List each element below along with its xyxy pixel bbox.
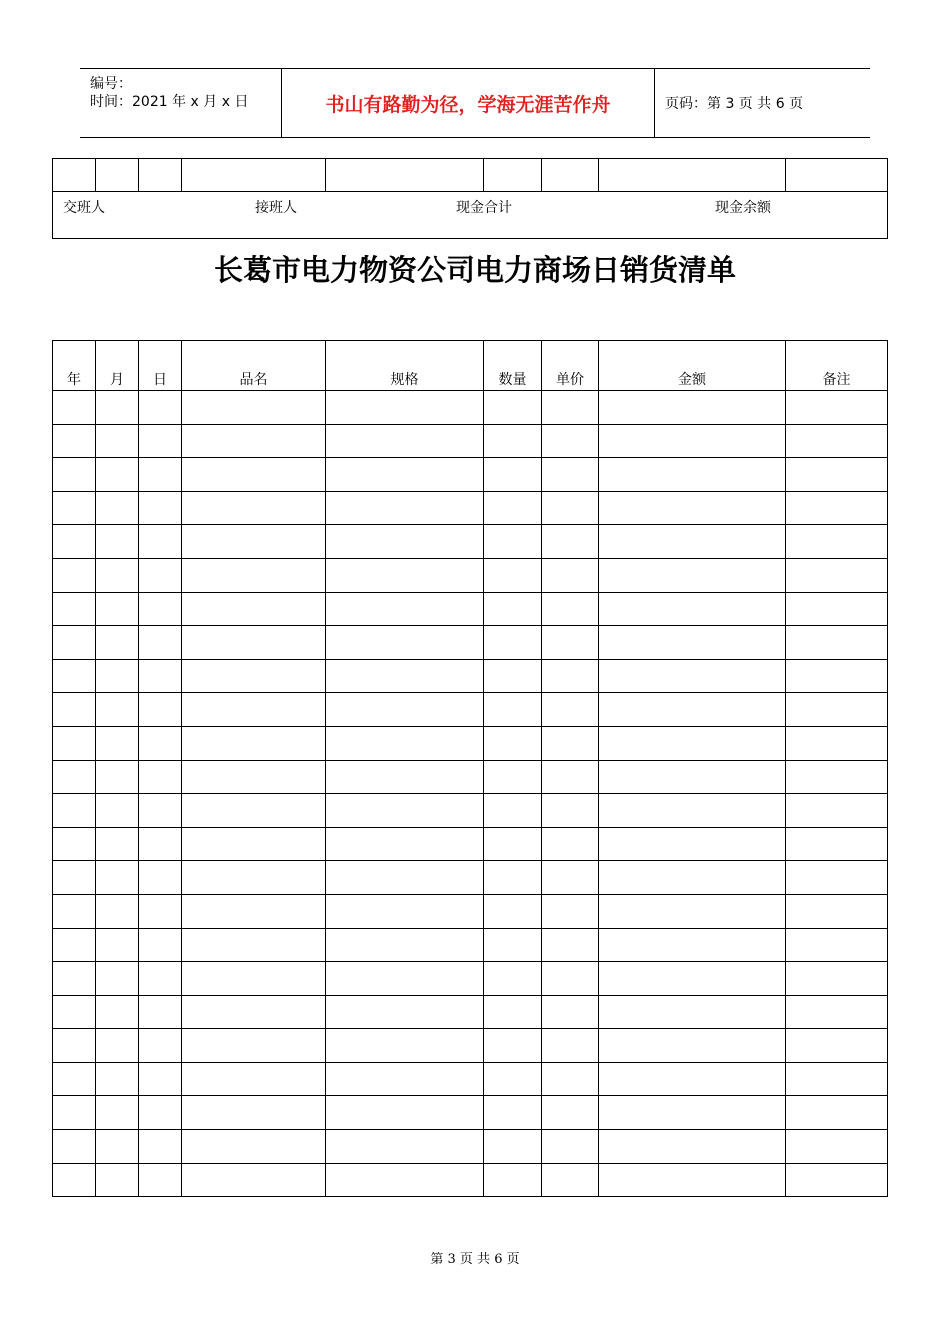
table-cell[interactable]: [542, 962, 599, 996]
table-cell[interactable]: [326, 693, 484, 727]
table-cell[interactable]: [53, 424, 96, 458]
table-cell[interactable]: [326, 995, 484, 1029]
table-cell[interactable]: [96, 1163, 139, 1197]
table-cell[interactable]: [599, 424, 786, 458]
column-header-unit-price: 单价: [542, 341, 599, 391]
table-cell[interactable]: [599, 558, 786, 592]
table-cell[interactable]: [182, 962, 326, 996]
table-cell[interactable]: [786, 391, 888, 425]
table-cell[interactable]: [139, 1096, 182, 1130]
table-cell[interactable]: [484, 962, 542, 996]
column-header-year: 年: [53, 341, 96, 391]
table-cell[interactable]: [786, 1096, 888, 1130]
table-cell[interactable]: [139, 391, 182, 425]
table-cell[interactable]: [326, 424, 484, 458]
table-cell[interactable]: [786, 1163, 888, 1197]
table-cell[interactable]: [53, 861, 96, 895]
table-cell[interactable]: [139, 726, 182, 760]
table-cell[interactable]: [599, 159, 786, 192]
table-cell[interactable]: [786, 1130, 888, 1164]
table-cell[interactable]: [326, 827, 484, 861]
table-cell[interactable]: [182, 424, 326, 458]
table-row: [53, 525, 888, 559]
table-cell[interactable]: [96, 962, 139, 996]
table-cell[interactable]: [542, 1096, 599, 1130]
table-cell[interactable]: [139, 760, 182, 794]
table-cell[interactable]: [326, 726, 484, 760]
table-row: [53, 962, 888, 996]
column-header-spec: 规格: [326, 341, 484, 391]
table-cell[interactable]: [139, 525, 182, 559]
table-cell[interactable]: [182, 928, 326, 962]
table-cell[interactable]: [326, 794, 484, 828]
table-cell[interactable]: [484, 458, 542, 492]
column-header-remarks: 备注: [786, 341, 888, 391]
table-cell[interactable]: [182, 458, 326, 492]
table-cell[interactable]: [599, 861, 786, 895]
table-cell[interactable]: [139, 424, 182, 458]
table-cell[interactable]: [53, 1163, 96, 1197]
table-cell[interactable]: [542, 159, 599, 192]
table-cell[interactable]: [182, 760, 326, 794]
table-cell[interactable]: [484, 424, 542, 458]
document-title: 长葛市电力物资公司电力商场日销货清单: [213, 253, 736, 287]
table-row: [53, 159, 888, 192]
table-cell[interactable]: [599, 525, 786, 559]
table-cell[interactable]: [484, 391, 542, 425]
table-cell[interactable]: [786, 995, 888, 1029]
table-cell[interactable]: [599, 491, 786, 525]
table-row: [53, 1163, 888, 1197]
table-cell[interactable]: [53, 1130, 96, 1164]
table-row: [53, 894, 888, 928]
table-cell[interactable]: [599, 659, 786, 693]
table-cell[interactable]: [182, 592, 326, 626]
table-cell[interactable]: [182, 794, 326, 828]
table-cell[interactable]: [182, 525, 326, 559]
table-cell[interactable]: [786, 827, 888, 861]
table-row: [53, 1130, 888, 1164]
table-cell[interactable]: [326, 592, 484, 626]
table-cell[interactable]: [542, 894, 599, 928]
table-cell[interactable]: [53, 1096, 96, 1130]
table-cell[interactable]: [326, 525, 484, 559]
table-cell[interactable]: [96, 760, 139, 794]
table-cell[interactable]: [786, 159, 888, 192]
table-cell[interactable]: [786, 558, 888, 592]
table-cell[interactable]: [484, 1029, 542, 1063]
previous-page-table-end: [52, 158, 888, 239]
table-cell[interactable]: [96, 1029, 139, 1063]
table-cell[interactable]: [599, 928, 786, 962]
table-cell[interactable]: [182, 659, 326, 693]
table-cell[interactable]: [786, 491, 888, 525]
table-cell[interactable]: [542, 525, 599, 559]
table-cell[interactable]: [182, 693, 326, 727]
table-cell[interactable]: [326, 1062, 484, 1096]
table-cell[interactable]: [599, 458, 786, 492]
table-cell[interactable]: [599, 1130, 786, 1164]
table-cell[interactable]: [484, 659, 542, 693]
table-cell[interactable]: [786, 1062, 888, 1096]
table-cell[interactable]: [786, 525, 888, 559]
table-cell[interactable]: [484, 626, 542, 660]
table-cell[interactable]: [326, 491, 484, 525]
table-cell[interactable]: [53, 626, 96, 660]
header-meta: [80, 69, 282, 137]
table-cell[interactable]: [139, 159, 182, 192]
table-cell[interactable]: [326, 1163, 484, 1197]
table-cell[interactable]: [139, 693, 182, 727]
table-cell[interactable]: [53, 726, 96, 760]
table-cell[interactable]: [53, 159, 96, 192]
table-cell[interactable]: [182, 861, 326, 895]
table-cell[interactable]: [139, 794, 182, 828]
table-cell[interactable]: [182, 726, 326, 760]
table-header-row: [53, 341, 888, 391]
table-cell[interactable]: [96, 861, 139, 895]
table-cell[interactable]: [786, 424, 888, 458]
table-cell[interactable]: [96, 1062, 139, 1096]
table-row: [53, 1029, 888, 1063]
table-row: [53, 928, 888, 962]
table-cell[interactable]: [599, 1029, 786, 1063]
number-label: 编号：: [90, 76, 132, 92]
table-cell[interactable]: [96, 525, 139, 559]
table-cell[interactable]: [53, 1062, 96, 1096]
column-header-product-name: 品名: [182, 341, 326, 391]
table-cell[interactable]: [786, 458, 888, 492]
table-cell[interactable]: [484, 1130, 542, 1164]
table-cell[interactable]: [53, 491, 96, 525]
time-label: 时间：2021 年 x 月 x 日: [90, 94, 249, 110]
table-cell[interactable]: [599, 794, 786, 828]
table-cell[interactable]: [53, 894, 96, 928]
table-cell[interactable]: [96, 391, 139, 425]
table-cell[interactable]: [139, 491, 182, 525]
table-cell[interactable]: [326, 1130, 484, 1164]
table-cell[interactable]: [96, 424, 139, 458]
table-cell[interactable]: [139, 928, 182, 962]
table-cell[interactable]: [786, 962, 888, 996]
table-cell[interactable]: [53, 760, 96, 794]
table-cell[interactable]: [326, 659, 484, 693]
table-cell[interactable]: [484, 558, 542, 592]
table-cell[interactable]: [182, 626, 326, 660]
table-cell[interactable]: [139, 458, 182, 492]
table-cell[interactable]: [53, 962, 96, 996]
table-row: [53, 760, 888, 794]
table-cell[interactable]: [786, 928, 888, 962]
page-footer: 第 3 页 共 6 页: [430, 1252, 520, 1267]
table-cell[interactable]: [53, 1029, 96, 1063]
table-cell[interactable]: [786, 1029, 888, 1063]
table-cell[interactable]: [484, 726, 542, 760]
table-cell[interactable]: [139, 659, 182, 693]
table-cell[interactable]: [326, 1096, 484, 1130]
table-cell[interactable]: [542, 1130, 599, 1164]
table-cell[interactable]: [786, 626, 888, 660]
table-cell[interactable]: [542, 995, 599, 1029]
page-header: [80, 68, 870, 138]
table-cell[interactable]: [53, 391, 96, 425]
table-row: [53, 458, 888, 492]
table-cell[interactable]: [182, 894, 326, 928]
shift-cell: [53, 192, 888, 239]
table-cell[interactable]: [542, 391, 599, 425]
table-cell[interactable]: [53, 794, 96, 828]
table-cell[interactable]: [182, 159, 326, 192]
table-cell[interactable]: [484, 794, 542, 828]
table-cell[interactable]: [484, 894, 542, 928]
table-cell[interactable]: [484, 861, 542, 895]
table-cell[interactable]: [786, 794, 888, 828]
table-row: [53, 491, 888, 525]
table-cell[interactable]: [53, 558, 96, 592]
table-cell[interactable]: [484, 928, 542, 962]
table-cell[interactable]: [139, 861, 182, 895]
cash-total-label: 现金合计: [456, 200, 512, 216]
table-cell[interactable]: [182, 1163, 326, 1197]
table-cell[interactable]: [599, 1163, 786, 1197]
table-cell[interactable]: [96, 159, 139, 192]
table-cell[interactable]: [484, 525, 542, 559]
table-cell[interactable]: [139, 894, 182, 928]
table-cell[interactable]: [96, 592, 139, 626]
table-cell[interactable]: [182, 491, 326, 525]
table-cell[interactable]: [139, 592, 182, 626]
table-cell[interactable]: [139, 558, 182, 592]
table-cell[interactable]: [96, 491, 139, 525]
table-cell[interactable]: [53, 928, 96, 962]
table-row: [53, 827, 888, 861]
table-cell[interactable]: [96, 659, 139, 693]
table-cell[interactable]: [484, 760, 542, 794]
table-cell[interactable]: [484, 491, 542, 525]
table-row: [53, 592, 888, 626]
table-cell[interactable]: [599, 693, 786, 727]
table-cell[interactable]: [326, 962, 484, 996]
table-cell[interactable]: [786, 726, 888, 760]
table-cell[interactable]: [326, 159, 484, 192]
column-header-quantity: 数量: [484, 341, 542, 391]
table-cell[interactable]: [96, 626, 139, 660]
table-cell[interactable]: [326, 894, 484, 928]
table-cell[interactable]: [53, 659, 96, 693]
table-row: [53, 861, 888, 895]
table-row: [53, 659, 888, 693]
table-cell[interactable]: [542, 693, 599, 727]
table-cell[interactable]: [542, 626, 599, 660]
table-cell[interactable]: [484, 592, 542, 626]
table-cell[interactable]: [96, 928, 139, 962]
table-cell[interactable]: [542, 558, 599, 592]
table-cell[interactable]: [96, 794, 139, 828]
table-cell[interactable]: [139, 1130, 182, 1164]
cash-balance-label: 现金余额: [715, 200, 771, 216]
table-cell[interactable]: [542, 1163, 599, 1197]
table-cell[interactable]: [542, 491, 599, 525]
column-header-day: 日: [139, 341, 182, 391]
table-cell[interactable]: [542, 861, 599, 895]
table-cell[interactable]: [786, 592, 888, 626]
table-cell[interactable]: [786, 760, 888, 794]
header-page-info: 页码：第 3 页 共 6 页: [665, 96, 804, 112]
header-motto: 书山有路勤为径，学海无涯苦作舟: [282, 69, 655, 137]
table-cell[interactable]: [326, 558, 484, 592]
table-cell[interactable]: [96, 693, 139, 727]
table-cell[interactable]: [599, 894, 786, 928]
table-cell[interactable]: [139, 962, 182, 996]
table-cell[interactable]: [139, 626, 182, 660]
table-row: [53, 995, 888, 1029]
table-cell[interactable]: [542, 794, 599, 828]
table-cell[interactable]: [182, 1029, 326, 1063]
table-cell[interactable]: [139, 1163, 182, 1197]
table-cell[interactable]: [542, 760, 599, 794]
table-cell[interactable]: [599, 1062, 786, 1096]
table-cell[interactable]: [786, 693, 888, 727]
table-cell[interactable]: [53, 693, 96, 727]
table-cell[interactable]: [542, 659, 599, 693]
table-row: [53, 391, 888, 425]
table-cell[interactable]: [139, 1062, 182, 1096]
table-cell[interactable]: [599, 391, 786, 425]
table-cell[interactable]: [599, 995, 786, 1029]
table-cell[interactable]: [182, 1096, 326, 1130]
table-cell[interactable]: [786, 659, 888, 693]
table-row: [53, 794, 888, 828]
table-row: [53, 693, 888, 727]
table-row: [53, 558, 888, 592]
table-cell[interactable]: [139, 995, 182, 1029]
table-row: [53, 424, 888, 458]
table-cell[interactable]: [182, 827, 326, 861]
table-cell[interactable]: [96, 827, 139, 861]
table-cell[interactable]: [53, 827, 96, 861]
table-cell[interactable]: [53, 525, 96, 559]
table-cell[interactable]: [182, 1130, 326, 1164]
table-row: [53, 726, 888, 760]
table-row: [53, 626, 888, 660]
receiver-label: 接班人: [255, 200, 297, 216]
table-cell[interactable]: [786, 861, 888, 895]
table-cell[interactable]: [542, 458, 599, 492]
table-cell[interactable]: [542, 1062, 599, 1096]
table-cell[interactable]: [182, 558, 326, 592]
table-cell[interactable]: [326, 626, 484, 660]
table-cell[interactable]: [542, 1029, 599, 1063]
column-header-amount: 金额: [599, 341, 786, 391]
table-cell[interactable]: [139, 827, 182, 861]
table-cell[interactable]: [326, 861, 484, 895]
table-cell[interactable]: [326, 760, 484, 794]
table-cell[interactable]: [326, 928, 484, 962]
table-cell[interactable]: [599, 962, 786, 996]
table-cell[interactable]: [484, 995, 542, 1029]
table-cell[interactable]: [53, 995, 96, 1029]
table-cell[interactable]: [326, 458, 484, 492]
table-cell[interactable]: [326, 1029, 484, 1063]
table-row: [53, 1096, 888, 1130]
sales-list-table: [52, 340, 888, 1197]
table-cell[interactable]: [599, 1096, 786, 1130]
table-cell[interactable]: [786, 894, 888, 928]
table-cell[interactable]: [139, 1029, 182, 1063]
table-cell[interactable]: [484, 1096, 542, 1130]
table-cell[interactable]: [484, 159, 542, 192]
table-cell[interactable]: [96, 894, 139, 928]
table-cell[interactable]: [96, 558, 139, 592]
table-cell[interactable]: [542, 592, 599, 626]
table-cell[interactable]: [484, 693, 542, 727]
table-cell[interactable]: [484, 827, 542, 861]
table-cell[interactable]: [599, 827, 786, 861]
table-cell[interactable]: [182, 1062, 326, 1096]
table-cell[interactable]: [542, 928, 599, 962]
table-cell[interactable]: [182, 995, 326, 1029]
table-cell[interactable]: [53, 592, 96, 626]
table-cell[interactable]: [53, 458, 96, 492]
table-cell[interactable]: [96, 995, 139, 1029]
table-cell[interactable]: [326, 391, 484, 425]
table-cell[interactable]: [96, 1096, 139, 1130]
table-cell[interactable]: [182, 391, 326, 425]
table-cell[interactable]: [599, 626, 786, 660]
table-cell[interactable]: [96, 458, 139, 492]
handover-label: 交班人: [63, 200, 105, 216]
table-cell[interactable]: [484, 1163, 542, 1197]
table-cell[interactable]: [484, 1062, 542, 1096]
column-header-month: 月: [96, 341, 139, 391]
table-cell[interactable]: [599, 592, 786, 626]
table-cell[interactable]: [599, 726, 786, 760]
table-cell[interactable]: [542, 726, 599, 760]
table-cell[interactable]: [542, 424, 599, 458]
table-cell[interactable]: [542, 827, 599, 861]
table-row: [53, 1062, 888, 1096]
table-cell[interactable]: [96, 1130, 139, 1164]
table-cell[interactable]: [96, 726, 139, 760]
shift-row: [53, 192, 888, 239]
table-cell[interactable]: [599, 760, 786, 794]
